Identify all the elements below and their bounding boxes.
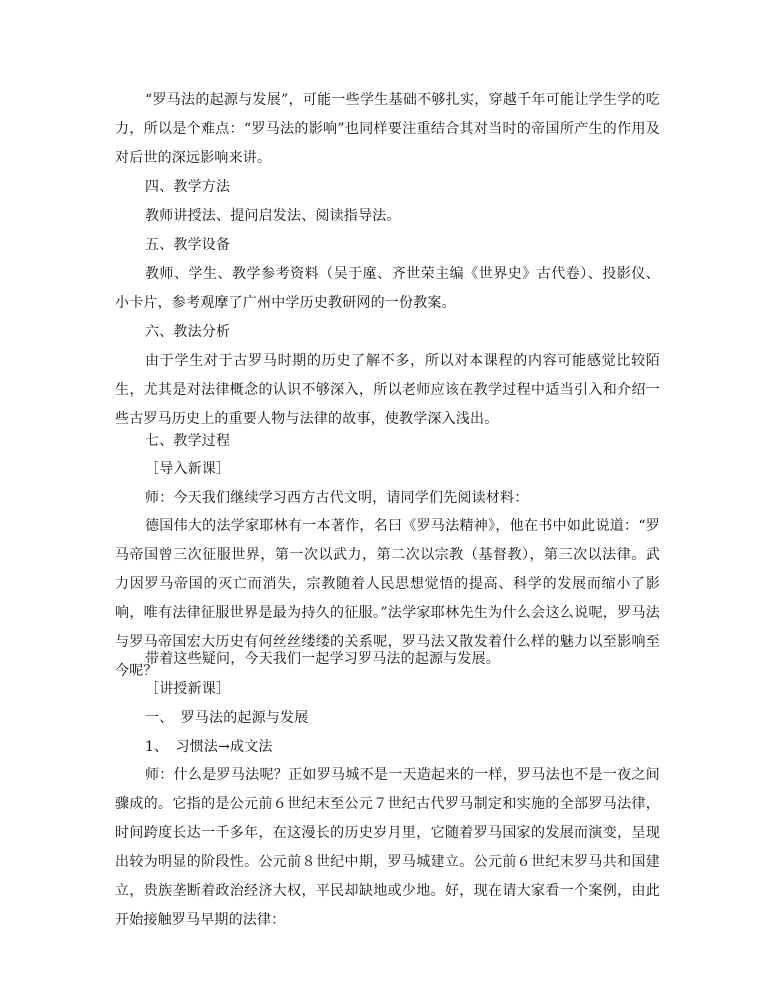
heading-origin-development: 一、 罗马法的起源与发展 <box>145 710 309 726</box>
heading-teaching-analysis: 六、教法分析 <box>145 324 231 340</box>
heading-teaching-process: 七、教学过程 <box>145 433 231 449</box>
paragraph-teaching-equipment: 教师、学生、教学参考资料（吴于廑、齐世荣主编《世界史》古代卷）、投影仪、小卡片，参考观摩了广州中学历史教研网的一份教案。 <box>115 266 660 311</box>
paragraph-teaching-analysis: 由于学生对于古罗马时期的历史了解不多，所以对本课程的内容可能感觉比较陌生，尤其是对法律概念的认识不够深入，所以老师应该在教学过程中适当引入和介绍一些古罗马历史上的重要人物与法律的故事，使教学深入浅出。 <box>115 353 660 427</box>
heading-customary-to-written: 1、 习惯法→成文法 <box>145 739 273 755</box>
section-label-intro: ［导入新课］ <box>145 461 231 477</box>
paragraph-teacher-intro: 师：今天我们继续学习西方古代文明，请同学们先阅读材料： <box>145 490 529 506</box>
paragraph-difficulty: “罗马法的起源与发展”，可能一些学生基础不够扎实，穿越千年可能让学生学的吃力，所以是个难点：“罗马法的影响”也同样要注重结合其对当时的帝国所产生的作用及对后世的深远影响来讲。 <box>115 92 660 166</box>
heading-teaching-equipment: 五、教学设备 <box>145 237 231 253</box>
section-label-new-lesson: ［讲授新课］ <box>145 681 231 697</box>
paragraph-teaching-methods: 教师讲授法、提问启发法、阅读指导法。 <box>145 208 401 224</box>
paragraph-roman-law-history: 师：什么是罗马法呢？正如罗马城不是一天造起来的一样，罗马法也不是一夜之间骤成的。它指的是公元前６世纪末至公元７世纪古代罗马制定和实施的全部罗马法律，时间跨度长达一千多年，在这漫长的历史岁月里，它随着罗马国家的发展而演变，呈现出较为明显的阶段性。公元前８世纪中期，罗马城建立。公元前６世纪末罗马共和国建立，贵族垄断着政治经济大权，平民却缺地或少地。好，现在请大家看一个案例，由此开始接触罗马早期的法律： <box>115 767 660 928</box>
heading-teaching-methods: 四、教学方法 <box>145 179 231 195</box>
paragraph-jhering-quote: 德国伟大的法学家耶林有一本著作，名曰《罗马法精神》，他在书中如此说道：“罗马帝国曾三次征服世界，第一次以武力，第二次以宗教（基督教），第三次以法律。武力因罗马帝国的灭亡而消失，宗教随着人民思想觉悟的提高、科学的发展而缩小了影响，唯有法律征服世界是最为持久的征服。”法学家耶林先生为什么会这么说呢，罗马法与罗马帝国宏大历史有何丝丝缕缕的关系呢，罗马法又散发着什么样的魅力以至影响至今呢？ <box>115 518 660 679</box>
paragraph-transition: 带着这些疑问，今天我们一起学习罗马法的起源与发展。 <box>145 651 500 667</box>
